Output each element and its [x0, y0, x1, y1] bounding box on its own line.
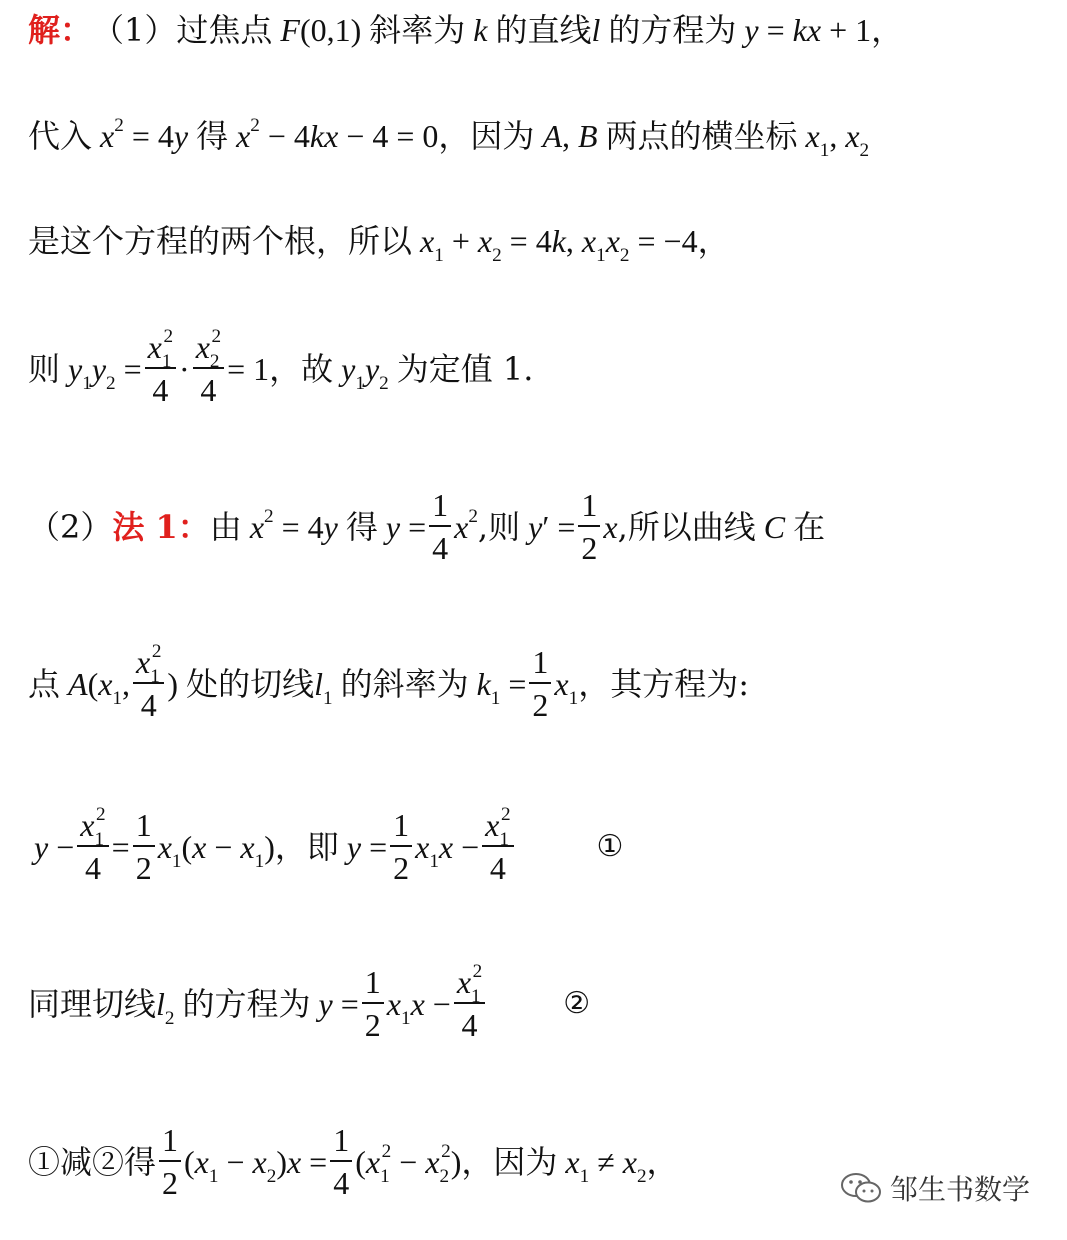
- watermark-label: 邹生书数学: [890, 1173, 1031, 1206]
- fraction: $\frac{x_1^2}{4}$: [77, 808, 108, 886]
- equation-mark-2: ②: [563, 986, 591, 1022]
- line-5: （2） 法 1： 由 $x^2 = 4y$ 得 y = $\frac{1}{4}$ $x^2$ ,则 y′ = $\frac{1}{2}$ x ,所以曲线 C 在: [28, 487, 826, 567]
- fraction: $\frac{1}{2}$: [159, 1123, 181, 1201]
- part2-label: （2）: [28, 508, 113, 547]
- line-7: y − $\frac{x_1^2}{4}$ = $\frac{1}{2}$ $x_1(x - x_1)$ ，即 y = $\frac{1}{2}$ $x_1x$ − $\frac{x_1^2}{4}$ ①: [34, 803, 624, 887]
- line-3: 是这个方程的两个根，所以 $x_1 + x_2 = 4k$, $x_1x_2 = -4$ ，: [28, 222, 730, 267]
- watermark: [840, 1168, 1030, 1208]
- fraction: $\frac{1}{2}$: [362, 965, 384, 1043]
- fraction: $\frac{1}{4}$: [429, 488, 451, 566]
- fraction: $\frac{1}{2}$: [390, 808, 412, 886]
- line-1: 解： （1） 过焦点 F(0,1) 斜率为 k 的直线 l 的方程为 y = kx + 1 ，: [28, 11, 904, 49]
- line-4: 则 $y_1y_2$ = $\frac{x_1^2}{4}$ · $\frac{x_2^2}{4}$ = 1 ，故 $y_1y_2$ 为定值 1.: [28, 325, 534, 409]
- fraction: $\frac{x_1^2}{4}$: [482, 808, 513, 886]
- line-equation: y = kx + 1: [744, 12, 872, 48]
- fraction: $\frac{x_1^2}{4}$: [454, 965, 485, 1043]
- fraction: $\frac{1}{4}$: [330, 1123, 352, 1201]
- line-6: 点 $A(x_1$, $\frac{x_1^2}{4}$ ) 处的切线 $l_1$ 的斜率为 $k_1$ = $\frac{1}{2}$ $x_1$ ，其方程为:: [28, 640, 750, 724]
- fraction: $\frac{x_1^2}{4}$: [133, 645, 164, 723]
- wechat-icon: [840, 1171, 882, 1205]
- equation-mark-1: ①: [596, 829, 624, 865]
- fraction: $\frac{1}{2}$: [578, 488, 600, 566]
- fraction: $\frac{1}{2}$: [133, 808, 155, 886]
- part1-label: （1）: [92, 11, 177, 49]
- fraction: $\frac{1}{2}$: [529, 645, 551, 723]
- line-8: 同理切线 $l_2$ 的方程为 y = $\frac{1}{2}$ $x_1x$ − $\frac{x_1^2}{4}$ ②: [28, 960, 591, 1044]
- solution-label: 解：: [28, 11, 93, 49]
- line-2: 代入 $x^2 = 4y$ 得 $x^2 - 4kx - 4 = 0$ ，因为 A, B 两点的横坐标 $x_1$, $x_2$: [28, 114, 870, 162]
- fraction: $\frac{x_1^2}{4}$: [145, 330, 176, 408]
- method1-label: 法 1：: [112, 508, 210, 547]
- fraction: $\frac{x_2^2}{4}$: [193, 330, 224, 408]
- line-9: ①减②得 $\frac{1}{2}$ $(x_1 - x_2)x$ = $\frac{1}{4}$ $(x_1^2 - x_2^2)$ ，因为 $x_1 \ne x_2$ ，: [28, 1122, 679, 1202]
- focus-point: F(0,1): [280, 12, 370, 48]
